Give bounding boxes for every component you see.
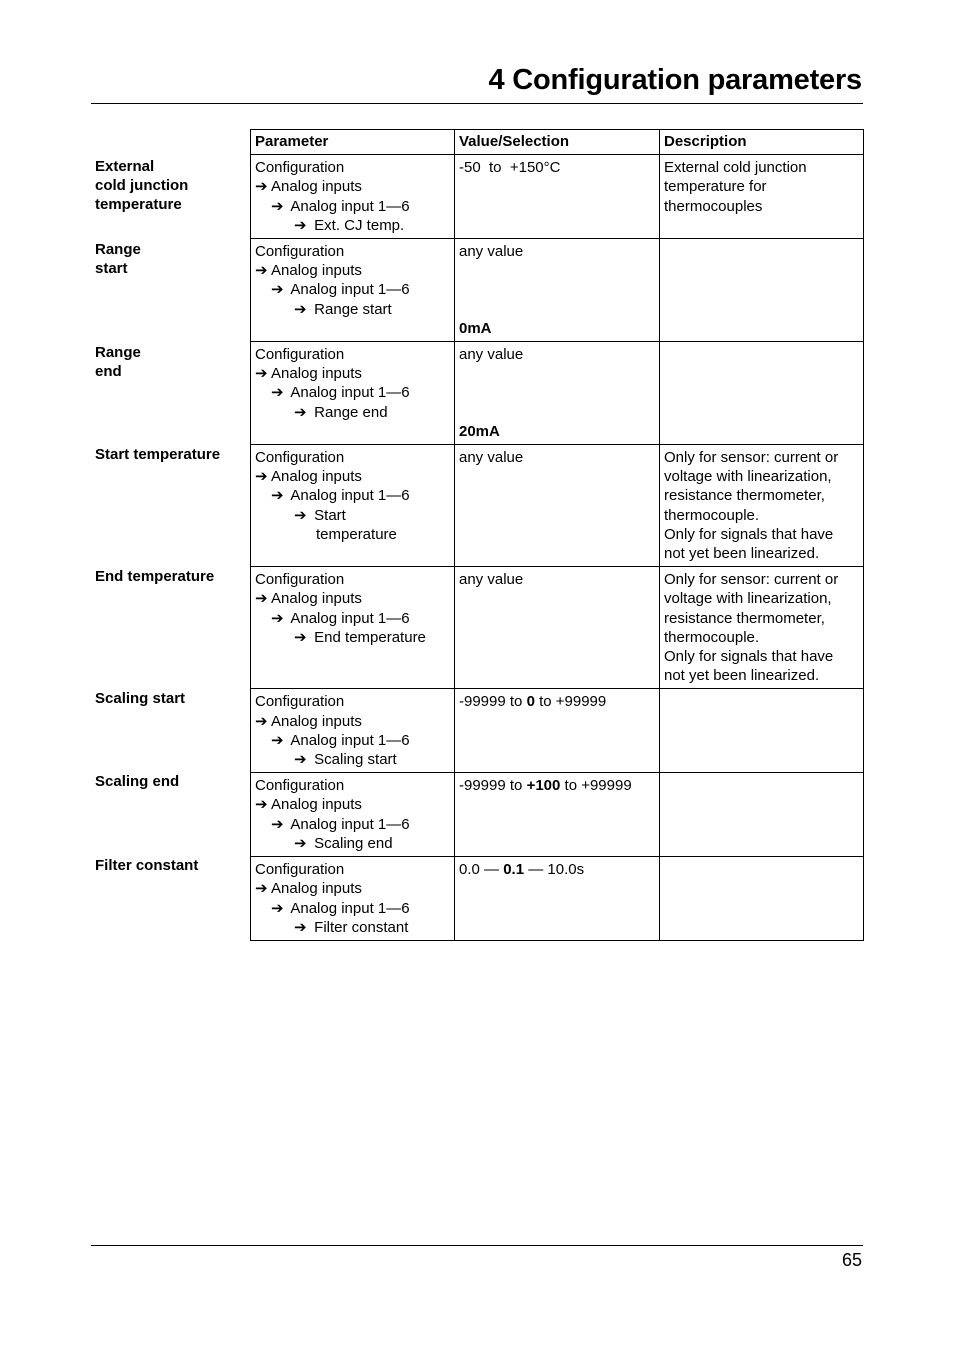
path-configuration: Configuration	[255, 861, 345, 879]
description-cell	[660, 239, 864, 342]
default-value: 20mA	[459, 422, 500, 440]
arrow-right-icon: ➔	[271, 899, 284, 917]
table-header-row	[251, 130, 864, 155]
table-row	[251, 689, 864, 773]
arrow-right-icon: ➔	[294, 216, 307, 234]
description-cell	[660, 445, 864, 567]
path-analog-input: Analog input 1—6	[290, 899, 410, 917]
value-range-prefix: -99999 to	[459, 693, 527, 711]
label-line: Scaling end	[95, 773, 180, 790]
arrow-right-icon: ➔	[294, 506, 307, 524]
side-label-start-temperature	[95, 445, 245, 464]
path-analog-input: Analog input 1—6	[290, 384, 410, 402]
path-analog-inputs: Analog inputs	[271, 796, 362, 814]
parameter-table	[250, 129, 864, 941]
label-line: Scaling start	[95, 690, 186, 707]
default-value: 0mA	[459, 319, 492, 337]
arrow-right-icon: ➔	[255, 262, 268, 280]
column-header-parameter: Parameter	[251, 130, 455, 155]
path-leaf: Filter constant	[314, 918, 409, 936]
value-text: -50 to +150°C	[459, 159, 561, 177]
path-configuration: Configuration	[255, 777, 345, 795]
table-row	[251, 773, 864, 857]
label-line: End temperature	[95, 568, 215, 585]
path-leaf: Ext. CJ temp.	[314, 216, 405, 234]
value-text: any value	[459, 571, 524, 589]
arrow-right-icon: ➔	[271, 731, 284, 749]
side-label-scaling-start	[95, 689, 245, 708]
value-range-prefix: -99999 to	[459, 777, 527, 795]
path-analog-input: Analog input 1—6	[290, 609, 410, 627]
description-line: Only for sensor: current or	[664, 449, 839, 467]
description-line: not yet been linearized.	[664, 667, 820, 685]
path-analog-input: Analog input 1—6	[290, 487, 410, 505]
path-configuration: Configuration	[255, 243, 345, 261]
side-label-ext-cj	[95, 157, 245, 214]
description-line: voltage with linearization,	[664, 590, 832, 608]
arrow-right-icon: ➔	[255, 178, 268, 196]
side-label-filter-constant	[95, 856, 245, 875]
description-line: thermocouple.	[664, 628, 760, 646]
description-cell	[660, 773, 864, 857]
description-line: Only for sensor: current or	[664, 571, 839, 589]
path-analog-inputs: Analog inputs	[271, 178, 362, 196]
path-analog-inputs: Analog inputs	[271, 712, 362, 730]
value-cell	[455, 342, 660, 445]
value-cell	[455, 445, 660, 567]
arrow-right-icon: ➔	[294, 918, 307, 936]
value-cell	[455, 773, 660, 857]
table-row	[251, 342, 864, 445]
description-line: Only for signals that have	[664, 525, 834, 543]
description-line: resistance thermometer,	[664, 609, 825, 627]
arrow-right-icon: ➔	[294, 834, 307, 852]
arrow-right-icon: ➔	[255, 590, 268, 608]
arrow-right-icon: ➔	[271, 815, 284, 833]
label-line: start	[95, 260, 128, 277]
value-text: any value	[459, 243, 524, 261]
value-cell	[455, 155, 660, 239]
table-row	[251, 445, 864, 567]
description-cell	[660, 857, 864, 941]
label-line: Filter constant	[95, 857, 199, 874]
path-configuration: Configuration	[255, 693, 345, 711]
path-leaf: Start	[314, 506, 346, 524]
label-line: Range	[95, 344, 141, 361]
path-leaf-continued: temperature	[316, 525, 397, 543]
table-row	[251, 239, 864, 342]
description-line: External cold junction	[664, 159, 807, 177]
value-text: any value	[459, 449, 524, 467]
description-line: resistance thermometer,	[664, 487, 825, 505]
header-rule	[91, 103, 863, 104]
arrow-right-icon: ➔	[255, 880, 268, 898]
label-line: cold junction	[95, 177, 189, 194]
label-line: temperature	[95, 196, 182, 213]
parameter-path-cell	[251, 689, 455, 773]
value-range-suffix: — 10.0s	[524, 861, 585, 879]
chapter-title: 4 Configuration parameters	[488, 64, 862, 96]
parameter-path-cell	[251, 342, 455, 445]
page-number: 65	[841, 1250, 862, 1270]
column-header-description: Description	[660, 130, 864, 155]
side-label-range-end	[95, 343, 245, 381]
table-row	[251, 857, 864, 941]
label-line: end	[95, 363, 122, 380]
value-cell	[455, 857, 660, 941]
path-analog-input: Analog input 1—6	[290, 731, 410, 749]
arrow-right-icon: ➔	[271, 487, 284, 505]
path-analog-inputs: Analog inputs	[271, 468, 362, 486]
description-cell	[660, 155, 864, 239]
description-line: temperature for	[664, 178, 767, 196]
value-text: any value	[459, 346, 524, 364]
arrow-right-icon: ➔	[294, 300, 307, 318]
parameter-path-cell	[251, 857, 455, 941]
column-header-value: Value/Selection	[455, 130, 660, 155]
path-configuration: Configuration	[255, 159, 345, 177]
footer-rule	[91, 1245, 863, 1246]
parameter-path-cell	[251, 155, 455, 239]
description-line: thermocouples	[664, 197, 763, 215]
description-cell	[660, 567, 864, 689]
path-configuration: Configuration	[255, 449, 345, 467]
default-value: 0	[526, 693, 535, 711]
arrow-right-icon: ➔	[271, 609, 284, 627]
path-leaf: End temperature	[314, 628, 426, 646]
arrow-right-icon: ➔	[255, 712, 268, 730]
table-row	[251, 155, 864, 239]
value-cell	[455, 567, 660, 689]
description-line: thermocouple.	[664, 506, 760, 524]
path-configuration: Configuration	[255, 571, 345, 589]
arrow-right-icon: ➔	[255, 365, 268, 383]
arrow-right-icon: ➔	[271, 197, 284, 215]
side-label-scaling-end	[95, 772, 245, 791]
path-analog-inputs: Analog inputs	[271, 590, 362, 608]
label-line: Range	[95, 241, 141, 258]
value-range-prefix: 0.0 —	[459, 861, 504, 879]
label-line: Start temperature	[95, 446, 221, 463]
path-analog-input: Analog input 1—6	[290, 197, 410, 215]
default-value: +100	[526, 777, 561, 795]
arrow-right-icon: ➔	[255, 796, 268, 814]
arrow-right-icon: ➔	[294, 751, 307, 769]
arrow-right-icon: ➔	[294, 403, 307, 421]
table-row	[251, 567, 864, 689]
arrow-right-icon: ➔	[271, 281, 284, 299]
value-cell	[455, 689, 660, 773]
path-leaf: Scaling end	[314, 834, 393, 852]
label-line: External	[95, 158, 155, 175]
path-leaf: Range start	[314, 300, 392, 318]
path-analog-inputs: Analog inputs	[271, 262, 362, 280]
arrow-right-icon: ➔	[294, 628, 307, 646]
parameter-path-cell	[251, 567, 455, 689]
path-analog-inputs: Analog inputs	[271, 365, 362, 383]
value-range-suffix: to +99999	[534, 693, 607, 711]
description-cell	[660, 342, 864, 445]
value-range-suffix: to +99999	[560, 777, 632, 795]
path-configuration: Configuration	[255, 346, 345, 364]
arrow-right-icon: ➔	[271, 384, 284, 402]
arrow-right-icon: ➔	[255, 468, 268, 486]
parameter-path-cell	[251, 239, 455, 342]
description-line: voltage with linearization,	[664, 468, 832, 486]
path-analog-input: Analog input 1—6	[290, 815, 410, 833]
path-leaf: Range end	[314, 403, 388, 421]
value-cell	[455, 239, 660, 342]
default-value: 0.1	[503, 861, 525, 879]
side-label-range-start	[95, 240, 245, 278]
path-leaf: Scaling start	[314, 751, 397, 769]
description-cell	[660, 689, 864, 773]
path-analog-input: Analog input 1—6	[290, 281, 410, 299]
path-analog-inputs: Analog inputs	[271, 880, 362, 898]
description-line: not yet been linearized.	[664, 545, 820, 563]
parameter-path-cell	[251, 445, 455, 567]
side-label-end-temperature	[95, 567, 245, 586]
description-line: Only for signals that have	[664, 648, 834, 666]
parameter-path-cell	[251, 773, 455, 857]
